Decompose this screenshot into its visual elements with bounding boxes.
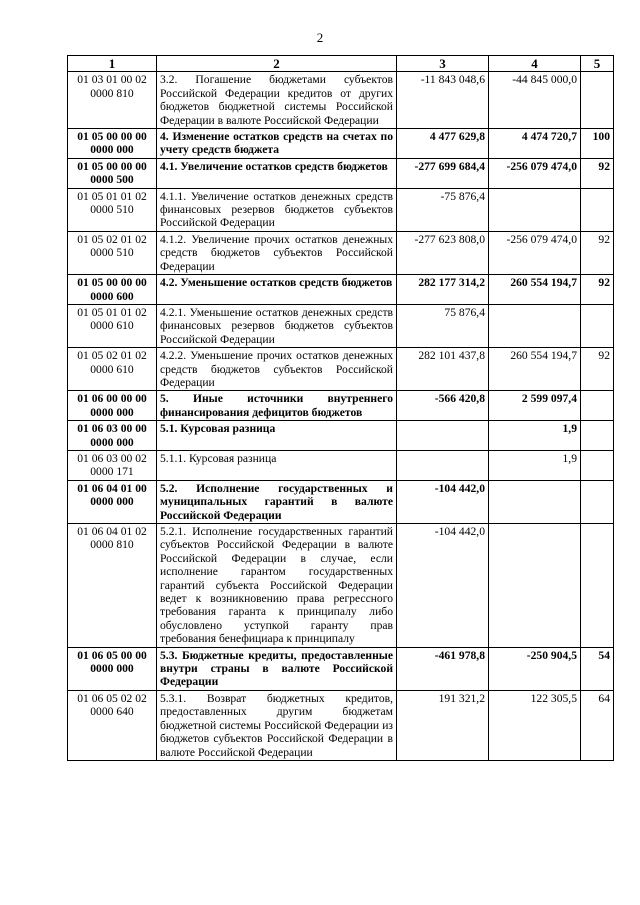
row-description: 4.2. Уменьшение остатков средств бюджетов bbox=[157, 275, 397, 305]
row-value-col3: -104 442,0 bbox=[397, 480, 489, 523]
row-value-col4: 1,9 bbox=[489, 450, 581, 480]
row-value-col4: -250 904,5 bbox=[489, 647, 581, 690]
row-code: 01 06 03 00 02 0000 171 bbox=[68, 450, 157, 480]
header-col-5: 5 bbox=[581, 56, 614, 72]
row-code: 01 05 00 00 00 0000 000 bbox=[68, 129, 157, 159]
budget-table bbox=[67, 55, 614, 761]
row-description: 4.1.1. Увеличение остатков денежных средств финансовых резервов бюджетов субъектов Российской Федерации bbox=[157, 188, 397, 231]
row-code: 01 05 02 01 02 0000 610 bbox=[68, 348, 157, 391]
table-row bbox=[68, 231, 614, 274]
table-row bbox=[68, 450, 614, 480]
row-value-col3: -75 876,4 bbox=[397, 188, 489, 231]
row-code: 01 03 01 00 02 0000 810 bbox=[68, 72, 157, 129]
table-row bbox=[68, 275, 614, 305]
row-value-col4 bbox=[489, 524, 581, 648]
row-value-col3: 191 321,2 bbox=[397, 690, 489, 760]
row-percent: 64 bbox=[581, 690, 614, 760]
row-code: 01 06 05 02 02 0000 640 bbox=[68, 690, 157, 760]
row-code: 01 05 00 00 00 0000 600 bbox=[68, 275, 157, 305]
row-description: 3.2. Погашение бюджетами субъектов Российской Федерации кредитов от других бюджетов бюджетной системы Российской Федерации в валюте Российской Федерации bbox=[157, 72, 397, 129]
row-value-col4: 122 305,5 bbox=[489, 690, 581, 760]
table-row bbox=[68, 348, 614, 391]
table-row bbox=[68, 72, 614, 129]
row-value-col3: -11 843 048,6 bbox=[397, 72, 489, 129]
row-description: 5.2. Исполнение государственных и муниципальных гарантий в валюте Российской Федерации bbox=[157, 480, 397, 523]
header-col-4: 4 bbox=[489, 56, 581, 72]
row-code: 01 05 02 01 02 0000 510 bbox=[68, 231, 157, 274]
row-description: 4.1. Увеличение остатков средств бюджетов bbox=[157, 158, 397, 188]
row-value-col4: -44 845 000,0 bbox=[489, 72, 581, 129]
table-row bbox=[68, 421, 614, 451]
row-description: 4.2.1. Уменьшение остатков денежных средств финансовых резервов бюджетов субъектов Российской Федерации bbox=[157, 304, 397, 347]
row-percent bbox=[581, 524, 614, 648]
row-description: 4. Изменение остатков средств на счетах по учету средств бюджета bbox=[157, 129, 397, 159]
row-percent: 92 bbox=[581, 231, 614, 274]
row-description: 4.1.2. Увеличение прочих остатков денежных средств бюджетов субъектов Российской Федерации bbox=[157, 231, 397, 274]
row-value-col4: -256 079 474,0 bbox=[489, 231, 581, 274]
page-number: 2 bbox=[316, 30, 324, 45]
row-percent bbox=[581, 72, 614, 129]
header-col-2: 2 bbox=[157, 56, 397, 72]
row-percent bbox=[581, 391, 614, 421]
row-value-col4 bbox=[489, 188, 581, 231]
row-description: 4.2.2. Уменьшение прочих остатков денежных средств бюджетов субъектов Российской Федерации bbox=[157, 348, 397, 391]
row-value-col4: -256 079 474,0 bbox=[489, 158, 581, 188]
row-value-col3: 282 101 437,8 bbox=[397, 348, 489, 391]
table-row bbox=[68, 304, 614, 347]
row-value-col4: 260 554 194,7 bbox=[489, 348, 581, 391]
row-percent bbox=[581, 480, 614, 523]
row-value-col3: 75 876,4 bbox=[397, 304, 489, 347]
row-value-col4 bbox=[489, 304, 581, 347]
row-percent: 54 bbox=[581, 647, 614, 690]
row-value-col3: -461 978,8 bbox=[397, 647, 489, 690]
table-row bbox=[68, 188, 614, 231]
row-percent bbox=[581, 188, 614, 231]
row-value-col3: -104 442,0 bbox=[397, 524, 489, 648]
row-code: 01 05 00 00 00 0000 500 bbox=[68, 158, 157, 188]
row-percent: 92 bbox=[581, 158, 614, 188]
row-percent: 92 bbox=[581, 348, 614, 391]
row-description: 5.1. Курсовая разница bbox=[157, 421, 397, 451]
table-row bbox=[68, 524, 614, 648]
row-value-col3: 282 177 314,2 bbox=[397, 275, 489, 305]
row-value-col3 bbox=[397, 450, 489, 480]
row-description: 5.3.1. Возврат бюджетных кредитов, предоставленных другим бюджетам бюджетной системы Российской Федерации из бюджетов субъектов Российской Федерации в валюте Российской Федерации bbox=[157, 690, 397, 760]
row-percent bbox=[581, 304, 614, 347]
row-value-col3: -277 699 684,4 bbox=[397, 158, 489, 188]
row-description: 5. Иные источники внутреннего финансирования дефицитов бюджетов bbox=[157, 391, 397, 421]
table-row bbox=[68, 690, 614, 760]
row-percent: 100 bbox=[581, 129, 614, 159]
row-code: 01 06 03 00 00 0000 000 bbox=[68, 421, 157, 451]
row-value-col3: 4 477 629,8 bbox=[397, 129, 489, 159]
row-value-col4: 1,9 bbox=[489, 421, 581, 451]
row-percent: 92 bbox=[581, 275, 614, 305]
row-description: 5.1.1. Курсовая разница bbox=[157, 450, 397, 480]
table-row bbox=[68, 129, 614, 159]
row-value-col4 bbox=[489, 480, 581, 523]
row-value-col4: 4 474 720,7 bbox=[489, 129, 581, 159]
table-row bbox=[68, 480, 614, 523]
header-col-3: 3 bbox=[397, 56, 489, 72]
row-code: 01 06 05 00 00 0000 000 bbox=[68, 647, 157, 690]
row-code: 01 05 01 01 02 0000 510 bbox=[68, 188, 157, 231]
table-header-row bbox=[68, 56, 614, 72]
table-row bbox=[68, 391, 614, 421]
row-description: 5.2.1. Исполнение государственных гарантий субъектов Российской Федерации в валюте Российской Федерации в случае, если исполнение гарантом государственных гарантий субъекта Российской Федерации ведет к возникновению права регрессного требования гаранта к принципалу либо обусловлено уступкой гаранту прав требования бенефициара к принципалу bbox=[157, 524, 397, 648]
row-value-col4: 2 599 097,4 bbox=[489, 391, 581, 421]
header-col-1: 1 bbox=[68, 56, 157, 72]
row-description: 5.3. Бюджетные кредиты, предоставленные внутри страны в валюте Российской Федерации bbox=[157, 647, 397, 690]
row-percent bbox=[581, 450, 614, 480]
table-row bbox=[68, 647, 614, 690]
row-value-col3 bbox=[397, 421, 489, 451]
row-value-col3: -566 420,8 bbox=[397, 391, 489, 421]
row-code: 01 06 04 01 00 0000 000 bbox=[68, 480, 157, 523]
row-code: 01 06 04 01 02 0000 810 bbox=[68, 524, 157, 648]
table-row bbox=[68, 158, 614, 188]
row-code: 01 05 01 01 02 0000 610 bbox=[68, 304, 157, 347]
row-value-col4: 260 554 194,7 bbox=[489, 275, 581, 305]
row-code: 01 06 00 00 00 0000 000 bbox=[68, 391, 157, 421]
row-value-col3: -277 623 808,0 bbox=[397, 231, 489, 274]
row-percent bbox=[581, 421, 614, 451]
